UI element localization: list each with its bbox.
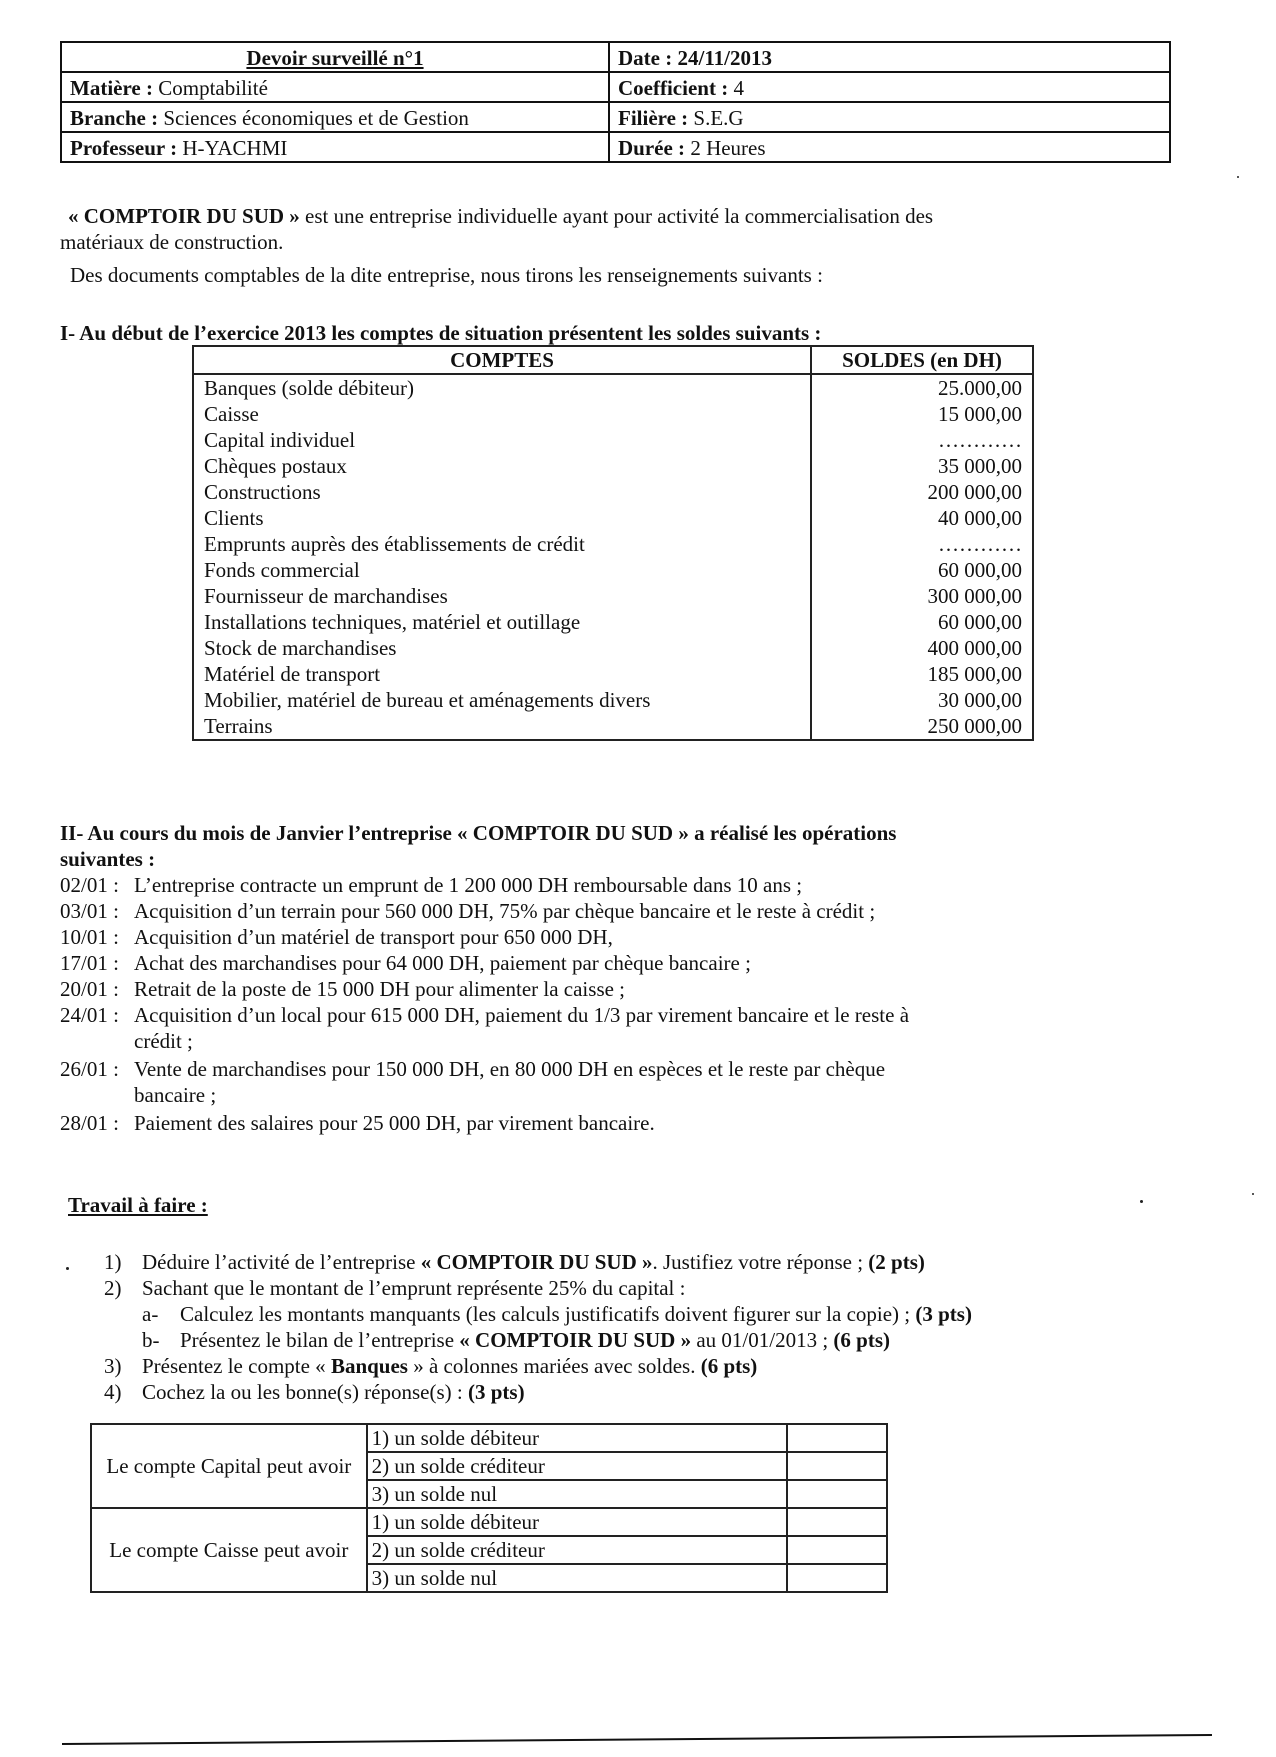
operation-item: 26/01 : Vente de marchandises pour 150 000 DH, en 80 000 DH en espèces et le reste par chèque bancaire ; — [60, 1057, 886, 1107]
scan-speck — [66, 1267, 69, 1270]
question-4: 4) Cochez la ou les bonne(s) réponse(s) : (3 pts) — [104, 1380, 525, 1404]
table-row: Emprunts auprès des établissements de crédit ………… — [193, 531, 1033, 557]
professeur-value: H-YACHMI — [182, 136, 288, 160]
table-row: Caisse 15 000,00 — [193, 401, 1033, 427]
table-row: Constructions 200 000,00 — [193, 479, 1033, 505]
col-header-soldes: SOLDES (en DH) — [811, 346, 1033, 374]
intro-line-1: « COMPTOIR DU SUD » est une entreprise individuelle ayant pour activité la commercialisation des — [68, 204, 934, 228]
question-2: 2) Sachant que le montant de l’emprunt représente 25% du capital : — [104, 1276, 686, 1300]
coefficient-value: 4 — [733, 76, 744, 100]
matiere-cell: Matière : Comptabilité — [61, 72, 609, 102]
operation-item: 03/01 : Acquisition d’un terrain pour 560 000 DH, 75% par chèque bancaire et le reste à crédit ; — [60, 899, 876, 923]
operation-item: 20/01 : Retrait de la poste de 15 000 DH pour alimenter la caisse ; — [60, 977, 626, 1001]
branche-cell: Branche : Sciences économiques et de Gestion — [61, 102, 609, 132]
qcm-checkbox-cell[interactable] — [787, 1564, 887, 1592]
scan-speck — [1237, 176, 1239, 178]
table-row: Fournisseur de marchandises 300 000,00 — [193, 583, 1033, 609]
qcm-option: 1) un solde débiteur — [367, 1424, 787, 1452]
operation-item: 02/01 : L’entreprise contracte un emprunt de 1 200 000 DH remboursable dans 10 ans ; — [60, 873, 803, 897]
bottom-scan-line — [62, 1734, 1212, 1745]
col-header-comptes: COMPTES — [193, 346, 811, 374]
qcm-option: 2) un solde créditeur — [367, 1536, 787, 1564]
table-row: Matériel de transport 185 000,00 — [193, 661, 1033, 687]
qcm-option: 3) un solde nul — [367, 1564, 787, 1592]
filiere-cell: Filière : S.E.G — [609, 102, 1170, 132]
qcm-checkbox-cell[interactable] — [787, 1452, 887, 1480]
qcm-group-label: Le compte Caisse peut avoir — [91, 1508, 367, 1592]
qcm-table — [90, 1423, 888, 1593]
professeur-cell: Professeur : H-YACHMI — [61, 132, 609, 162]
table-row: Terrains 250 000,00 — [193, 713, 1033, 740]
table-row: Chèques postaux 35 000,00 — [193, 453, 1033, 479]
qcm-checkbox-cell[interactable] — [787, 1508, 887, 1536]
intro-line-2: matériaux de construction. — [60, 230, 284, 254]
branche-value: Sciences économiques et de Gestion — [163, 106, 469, 130]
date-value: 24/11/2013 — [677, 46, 772, 70]
qcm-checkbox-cell[interactable] — [787, 1480, 887, 1508]
table-row: Banques (solde débiteur) 25.000,00 — [193, 374, 1033, 401]
table-row: Fonds commercial 60 000,00 — [193, 557, 1033, 583]
table-row: Installations techniques, matériel et outillage 60 000,00 — [193, 609, 1033, 635]
table-row: Stock de marchandises 400 000,00 — [193, 635, 1033, 661]
qcm-checkbox-cell[interactable] — [787, 1536, 887, 1564]
operation-item: 17/01 : Achat des marchandises pour 64 000 DH, paiement par chèque bancaire ; — [60, 951, 751, 975]
qcm-option: 3) un solde nul — [367, 1480, 787, 1508]
table-row: Clients 40 000,00 — [193, 505, 1033, 531]
question-1: 1) Déduire l’activité de l’entreprise « COMPTOIR DU SUD ». Justifiez votre réponse ; (2 pts) — [104, 1250, 925, 1274]
operation-item: 24/01 : Acquisition d’un local pour 615 000 DH, paiement du 1/3 par virement bancaire et le reste à crédit ; — [60, 1003, 910, 1053]
scan-speck — [1252, 1193, 1254, 1195]
section-2-title-line-2: suivantes : — [60, 847, 156, 871]
company-name: « COMPTOIR DU SUD » — [68, 204, 300, 228]
qcm-option: 2) un solde créditeur — [367, 1452, 787, 1480]
section-2-title-line-1: II- Au cours du mois de Janvier l’entreprise « COMPTOIR DU SUD » a réalisé les opérations — [60, 821, 897, 845]
travail-title: Travail à faire : — [68, 1193, 208, 1217]
exam-title: Devoir surveillé n°1 — [246, 46, 424, 70]
date-cell: Date : 24/11/2013 — [609, 42, 1170, 72]
duree-value: 2 Heures — [690, 136, 766, 160]
section-1-title: I- Au début de l’exercice 2013 les comptes de situation présentent les soldes suivants : — [60, 321, 822, 345]
table-row: Mobilier, matériel de bureau et aménagements divers 30 000,00 — [193, 687, 1033, 713]
comptes-table — [192, 345, 1034, 741]
qcm-option: 1) un solde débiteur — [367, 1508, 787, 1536]
qcm-group-label: Le compte Capital peut avoir — [91, 1424, 367, 1508]
question-2a: a- Calculez les montants manquants (les calculs justificatifs doivent figurer sur la copie) ; (3 pts) — [142, 1302, 972, 1326]
table-row: Capital individuel ………… — [193, 427, 1033, 453]
scan-speck — [1140, 1200, 1143, 1203]
intro-line-3: Des documents comptables de la dite entreprise, nous tirons les renseignements suivants : — [70, 263, 823, 287]
header-table — [60, 41, 1171, 163]
question-2b: b- Présentez le bilan de l’entreprise « COMPTOIR DU SUD » au 01/01/2013 ; (6 pts) — [142, 1328, 891, 1352]
filiere-value: S.E.G — [693, 106, 744, 130]
coefficient-cell: Coefficient : 4 — [609, 72, 1170, 102]
duree-cell: Durée : 2 Heures — [609, 132, 1170, 162]
exam-title-cell — [61, 42, 609, 72]
question-3: 3) Présentez le compte « Banques » à colonnes mariées avec soldes. (6 pts) — [104, 1354, 758, 1378]
operation-item: 28/01 : Paiement des salaires pour 25 000 DH, par virement bancaire. — [60, 1111, 655, 1135]
operation-item: 10/01 : Acquisition d’un matériel de transport pour 650 000 DH, — [60, 925, 613, 949]
matiere-value: Comptabilité — [158, 76, 268, 100]
qcm-checkbox-cell[interactable] — [787, 1424, 887, 1452]
